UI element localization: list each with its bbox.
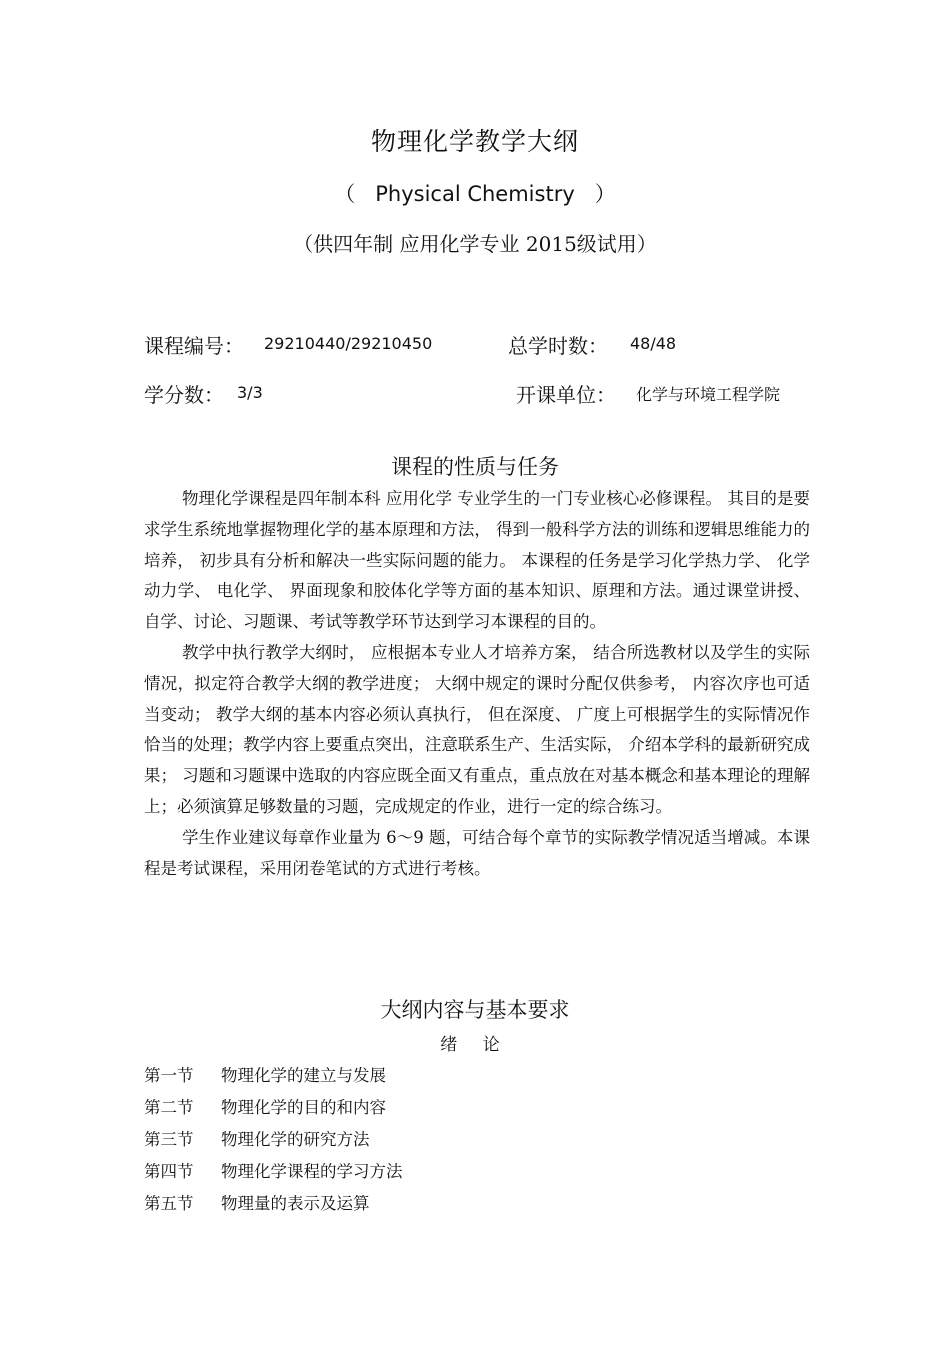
section-title: 物理化学课程的学习方法 — [221, 1162, 403, 1181]
list-item — [144, 1124, 403, 1156]
subtitle-english-name: Physical Chemistry — [375, 182, 575, 206]
document-title: 物理化学教学大纲 — [370, 127, 579, 156]
subtitle-close-paren: ） — [594, 182, 616, 206]
section-number: 第五节 — [144, 1194, 194, 1213]
course-code-value: 29210440/29210450 — [264, 334, 433, 353]
section-number: 第四节 — [144, 1162, 194, 1181]
section-heading-nature: 课程的性质与任务 — [391, 455, 559, 479]
list-item — [144, 1092, 403, 1124]
english-subtitle — [0, 178, 950, 208]
course-code-label: 课程编号： — [144, 334, 244, 358]
total-hours-value: 48/48 — [630, 334, 677, 353]
applicability-note: （供四年制 应用化学专业 2015级试用） — [293, 232, 657, 256]
list-item — [144, 1156, 403, 1188]
section-heading-outline: 大纲内容与基本要求 — [380, 998, 570, 1022]
introduction-heading: 绪 论 — [440, 1035, 510, 1055]
department-label: 开课单位： — [516, 383, 616, 407]
credits-label: 学分数： — [144, 383, 224, 407]
paragraph: 教学中执行教学大纲时， 应根据本专业人才培养方案， 结合所选教材以及学生的实际情况，拟定符合教学大纲的教学进度； 大纲中规定的课时分配仅供参考， 内容次序也可适当变动； 教学大纲的基本内容必须认真执行， 但在深度、 广度上可根据学生的实际情况作恰当的处理；教学内容上要重点突出，注意联系生产、生活实际， 介绍本学科的最新研究成果； 习题和习题课中选取的内容应既全面又有重点，重点放在对基本概念和基本理论的理解上；必须演算足够数量的习题，完成规定的作业，进行一定的综合练习。 — [144, 642, 810, 816]
section-number: 第三节 — [144, 1130, 194, 1149]
section-body-nature — [144, 484, 810, 884]
section-title: 物理化学的目的和内容 — [221, 1098, 386, 1117]
credits-value: 3/3 — [237, 383, 263, 402]
section-number: 第一节 — [144, 1066, 194, 1085]
list-item — [144, 1060, 403, 1092]
paragraph: 学生作业建议每章作业量为 6～9 题，可结合每个章节的实际教学情况适当增减。本课程是考试课程，采用闭卷笔试的方式进行考核。 — [144, 827, 810, 878]
subtitle-open-paren: （ — [334, 182, 356, 206]
section-title: 物理量的表示及运算 — [221, 1194, 370, 1213]
section-title: 物理化学的研究方法 — [221, 1130, 370, 1149]
department-value: 化学与环境工程学院 — [636, 385, 781, 404]
list-item — [144, 1188, 403, 1220]
section-number: 第二节 — [144, 1098, 194, 1117]
introduction-section-list — [144, 1060, 403, 1220]
total-hours-label: 总学时数： — [508, 334, 608, 358]
section-title: 物理化学的建立与发展 — [221, 1066, 386, 1085]
paragraph: 物理化学课程是四年制本科 应用化学 专业学生的一门专业核心必修课程。 其目的是要求学生系统地掌握物理化学的基本原理和方法， 得到一般科学方法的训练和逻辑思维能力的培养， 初步具有分析和解决一些实际问题的能力。 本课程的任务是学习化学热力学、 化学动力学、 电化学、 界面现象和胶体化学等方面的基本知识、原理和方法。通过课堂讲授、自学、讨论、习题课、考试等教学环节达到学习本课程的目的。 — [144, 489, 810, 632]
